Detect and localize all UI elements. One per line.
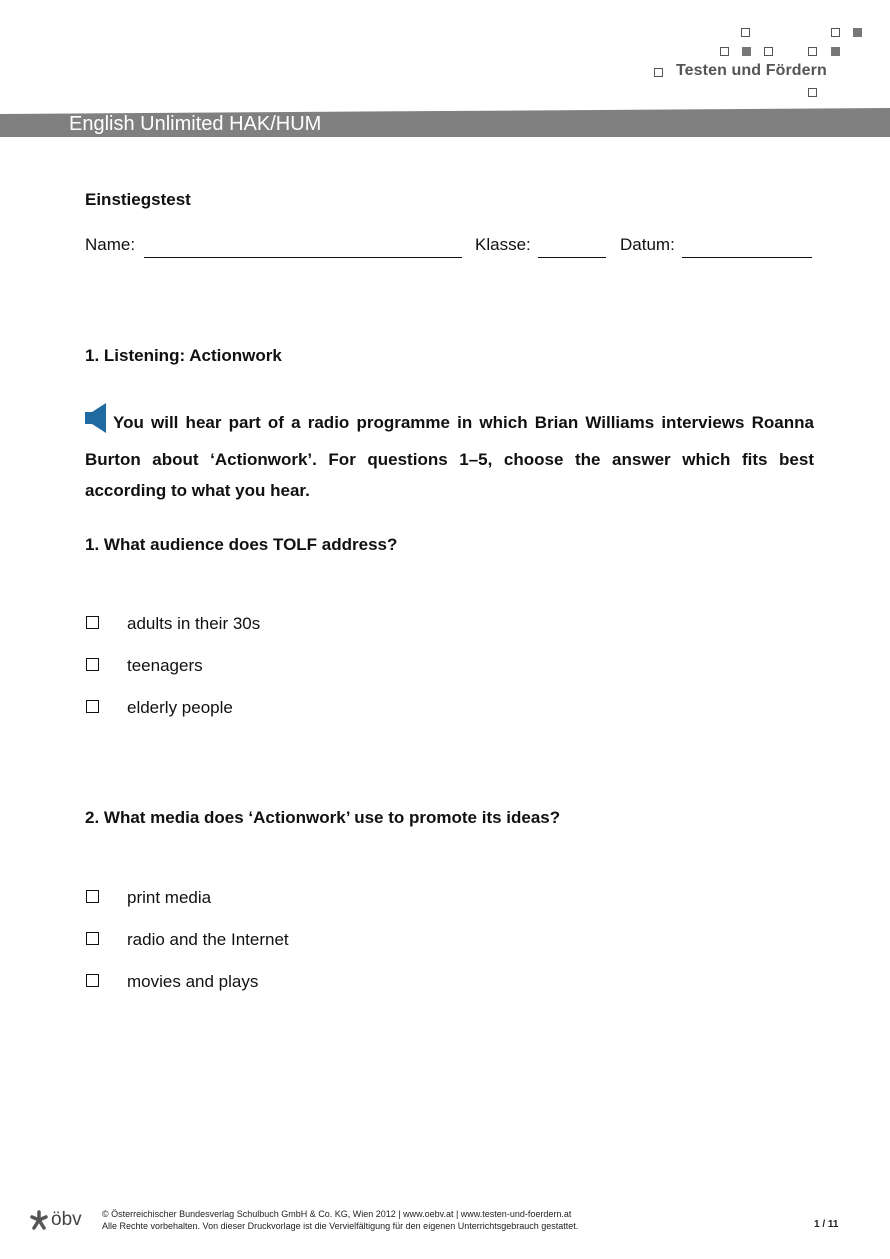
logo-square [742,47,751,56]
answer-checkbox[interactable] [86,932,99,945]
date-label: Datum: [620,235,675,254]
logo-square [720,47,729,56]
logo-square [808,47,817,56]
banner-title: English Unlimited HAK/HUM [69,113,322,135]
answer-option: adults in their 30s [127,614,261,633]
instruction-text [85,402,814,506]
answer-option: elderly people [127,698,233,717]
logo-square [853,28,862,37]
question-1: 1. What audience does TOLF address? [85,535,398,554]
answer-checkbox[interactable] [86,890,99,903]
answer-option: radio and the Internet [127,930,289,949]
answer-checkbox[interactable] [86,974,99,987]
test-title: Einstiegstest [85,190,191,209]
answer-option: teenagers [127,656,203,675]
instruction-body: You will hear part of a radio programme in which Brian Williams interviews Roanna Burton about ‘Actionwork’. For questions 1–5, choose the answer which fits best according to what you hear. [85,413,814,500]
publisher-logo-text: öbv [51,1209,82,1230]
class-label: Klasse: [475,235,531,254]
answer-checkbox[interactable] [86,658,99,671]
answer-checkbox[interactable] [86,700,99,713]
answer-option: movies and plays [127,972,259,991]
logo-square [654,68,663,77]
question-2: 2. What media does ‘Actionwork’ use to promote its ideas? [85,808,561,827]
name-label: Name: [85,235,136,254]
logo-square [808,88,817,97]
logo-square [831,28,840,37]
logo-square [741,28,750,37]
logo-square [764,47,773,56]
publisher-star-icon [29,1209,49,1231]
answer-checkbox[interactable] [86,616,99,629]
logo-square [831,47,840,56]
footer-copyright: © Österreichischer Bundesverlag Schulbuch GmbH & Co. KG, Wien 2012 | www.oebv.at | www.testen-und-foerdern.at [102,1209,572,1219]
speaker-icon[interactable] [85,402,107,444]
name-field[interactable] [144,257,462,258]
date-field[interactable] [682,257,812,258]
answer-option: print media [127,888,212,907]
class-field[interactable] [538,257,606,258]
section-heading: 1. Listening: Actionwork [85,346,282,365]
footer-rights: Alle Rechte vorbehalten. Von dieser Druckvorlage ist die Vervielfältigung für den eigenen Unterrichtsgebrauch gestattet. [102,1221,579,1231]
page-indicator: 1 / 11 [814,1219,839,1230]
brand-text: Testen und Fördern [676,62,827,79]
